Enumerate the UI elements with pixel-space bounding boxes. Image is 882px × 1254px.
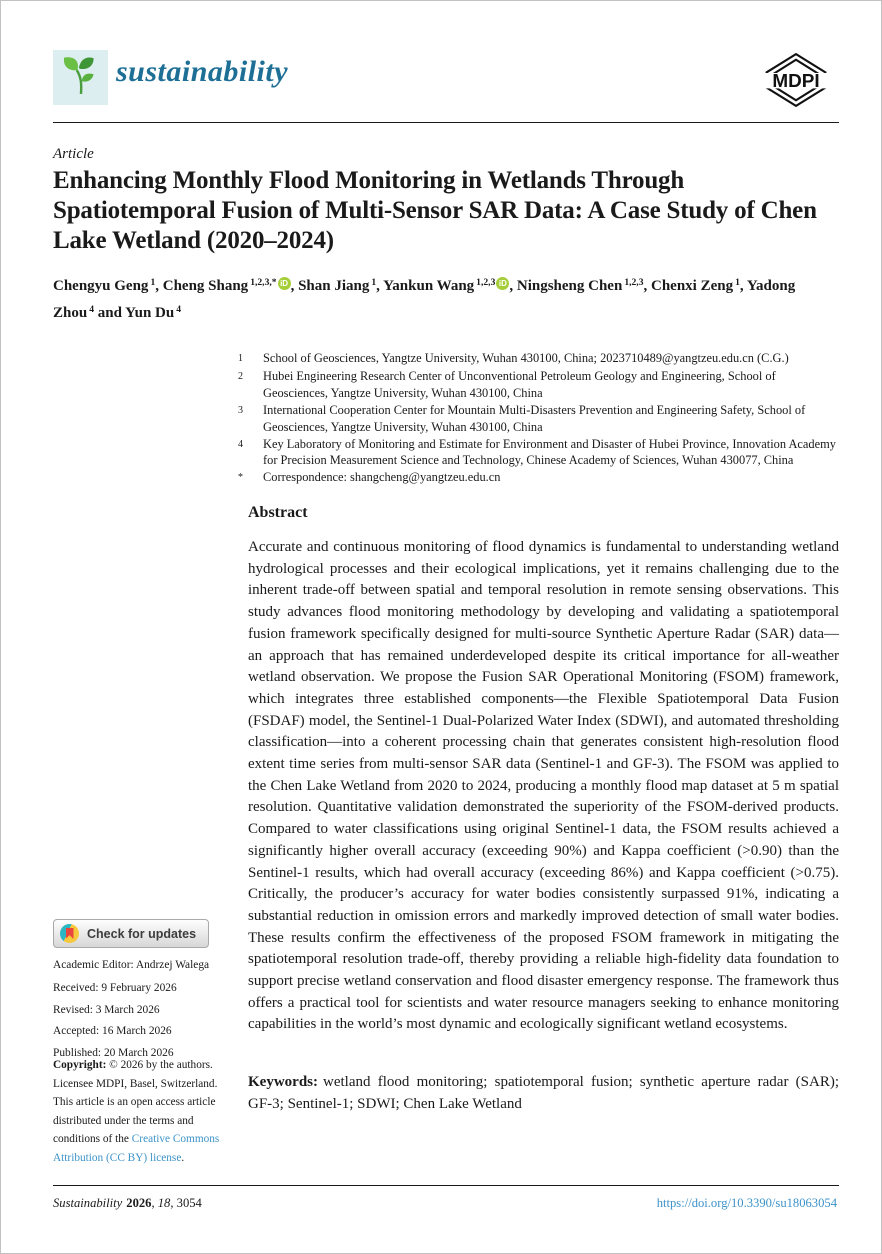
copyright-notice: Copyright: © 2026 by the authors. Licensee MDPI, Basel, Switzerland. This article is an open access article distributed under the terms and conditions of the Creative Commons Attribution (CC BY) license. [53, 1059, 220, 1164]
author: Ningsheng Chen $^{1,2,3}$, [516, 277, 651, 294]
author-list [53, 271, 839, 325]
orcid-icon[interactable]: iD [278, 277, 291, 290]
keywords-label: Keywords: [248, 1074, 318, 1090]
journal-name: sustainability [116, 55, 289, 88]
mdpi-logo-text: MDPI [772, 71, 820, 92]
author: Cheng Shang $^{1,2,3,*}$ iD , [162, 277, 299, 294]
affiliations [238, 350, 839, 487]
orcid-icon[interactable]: iD [496, 277, 509, 290]
author: Chengyu Geng $^1$, [53, 277, 163, 294]
bookmark-icon [66, 928, 74, 939]
header-divider [53, 122, 839, 123]
received-date: Received: 9 February 2026 [53, 982, 177, 994]
author: Yun Du $^4$ [125, 304, 182, 321]
check-for-updates-label: Check for updates [87, 926, 197, 941]
correspondence-item: * Correspondence: shangcheng@yangtzeu.edu.cn [238, 470, 501, 485]
abstract-heading: Abstract [248, 504, 308, 521]
affiliation-item: 2 Hubei Engineering Research Center of Unconventional Petroleum Geology and Engineering, School of Geosciences, Yangtze University, Wuhan 430100, China [238, 368, 776, 400]
copyright-label: Copyright: [53, 1059, 107, 1071]
footer-divider [53, 1185, 839, 1186]
revised-date: Revised: 3 March 2026 [53, 1003, 160, 1016]
affiliation-item: 3 International Cooperation Center for Mountain Multi-Disasters Prevention and Engineering Safety, School of Geosciences, Yangtze University, Wuhan 430100, China [238, 402, 806, 434]
article-type-label: Article [53, 146, 94, 162]
author: Shan Jiang $^1$, [298, 277, 384, 294]
mdpi-logo [761, 51, 831, 114]
cc-by-license-link[interactable]: Creative Commons Attribution (CC BY) license [53, 1133, 220, 1164]
journal-citation: Sustainability 2026, 18, 3054 [53, 1196, 202, 1210]
affiliation-item: 4 Key Laboratory of Monitoring and Estimate for Environment and Disaster of Hubei Province, Innovation Academy for Precision Measurement Science and Technology, Chinese Academy of Sciences, Wuhan 430077, China [238, 436, 836, 468]
keywords [248, 1072, 839, 1115]
paper-title: Enhancing Monthly Flood Monitoring in Wetlands Through Spatiotemporal Fusion of Multi-Sensor SAR Data: A Case Study of Chen Lake Wetland (2020–2024) [53, 167, 817, 254]
accepted-date: Accepted: 16 March 2026 [53, 1025, 172, 1038]
doi-link[interactable]: https://doi.org/10.3390/su18063054 [656, 1196, 837, 1210]
author: Chenxi Zeng $^1$, [651, 277, 744, 294]
check-for-updates-button[interactable] [53, 919, 209, 948]
abstract-text: Accurate and continuous monitoring of flood dynamics is fundamental to understanding wetland hydrological processes and their ecological implications, yet it remains challenging due to the inherent trade-off between spatial and temporal resolution in remote sensing observations. This study advances flood monitoring methodology by developing and validating a spatiotemporal fusion framework specifically designed for multi-source Synthetic Aperture Radar (SAR) data—an approach that has remained underdeveloped despite its critical importance for all-weather wetland observation. We propose the Fusion SAR Operational Monitoring (FSOM) framework, which integrates three established components—the Flexible Spatiotemporal Data Fusion (FSDAF) model, the Sentinel-1 Dual-Polarized Water Index (SDWI), and automated thresholding classification—into a coherent processing chain that generates consistent high-resolution flood extent time series from multi-sensor SAR data (Sentinel-1 and GF-3). The FSOM was applied to the Chen Lake Wetland from 2020 to 2024, producing a monthly flood map dataset at 5 m spatial resolution. Quantitative validation demonstrated the superiority of the FSOM-derived products. Compared to water classifications using original Sentinel-1 data, the FSOM results achieved a significantly higher overall accuracy (exceeding 90%) and Kappa coefficient (>0.90) than the Sentinel-1 results, which had overall accuracy (exceeding 86%) and Kappa coefficient (>0.75). Critically, the producer’s accuracy for water bodies consistently surpassed 91%, indicating a substantial reduction in omission errors and markedly improved detection of small water bodies. These results confirm the effectiveness of the proposed FSOM framework in mitigating the spatiotemporal resolution trade-off, thereby providing a reliable high-fidelity data foundation to support precise wetland conservation and flood disaster emergency response. The framework thus offers a practical tool for scientists and water resource managers seeking to enhance monitoring capabilities in the world’s most dynamic and ecologically significant wetland ecosystems. [248, 539, 839, 1033]
affiliation-item: 1 School of Geosciences, Yangtze University, Wuhan 430100, China; 2023710489@yangtzeu.edu.cn (C.G.) [238, 351, 789, 365]
sustainability-logo [53, 50, 108, 105]
crossmark-icon [60, 924, 79, 943]
plant-icon [60, 53, 102, 102]
author: Yadong Zhou $^4$ and [53, 278, 796, 321]
history-dates [53, 981, 233, 1067]
keywords-text: wetland flood monitoring; spatiotemporal fusion; synthetic aperture radar (SAR); GF-3; Sentinel-1; SDWI; Chen Lake Wetland [248, 1074, 839, 1112]
published-date: Published: 20 March 2026 [53, 1046, 174, 1059]
author: Yankun Wang $^{1,2,3}$ iD , [383, 277, 517, 294]
academic-editor: Academic Editor: Andrzej Walega [53, 959, 210, 971]
